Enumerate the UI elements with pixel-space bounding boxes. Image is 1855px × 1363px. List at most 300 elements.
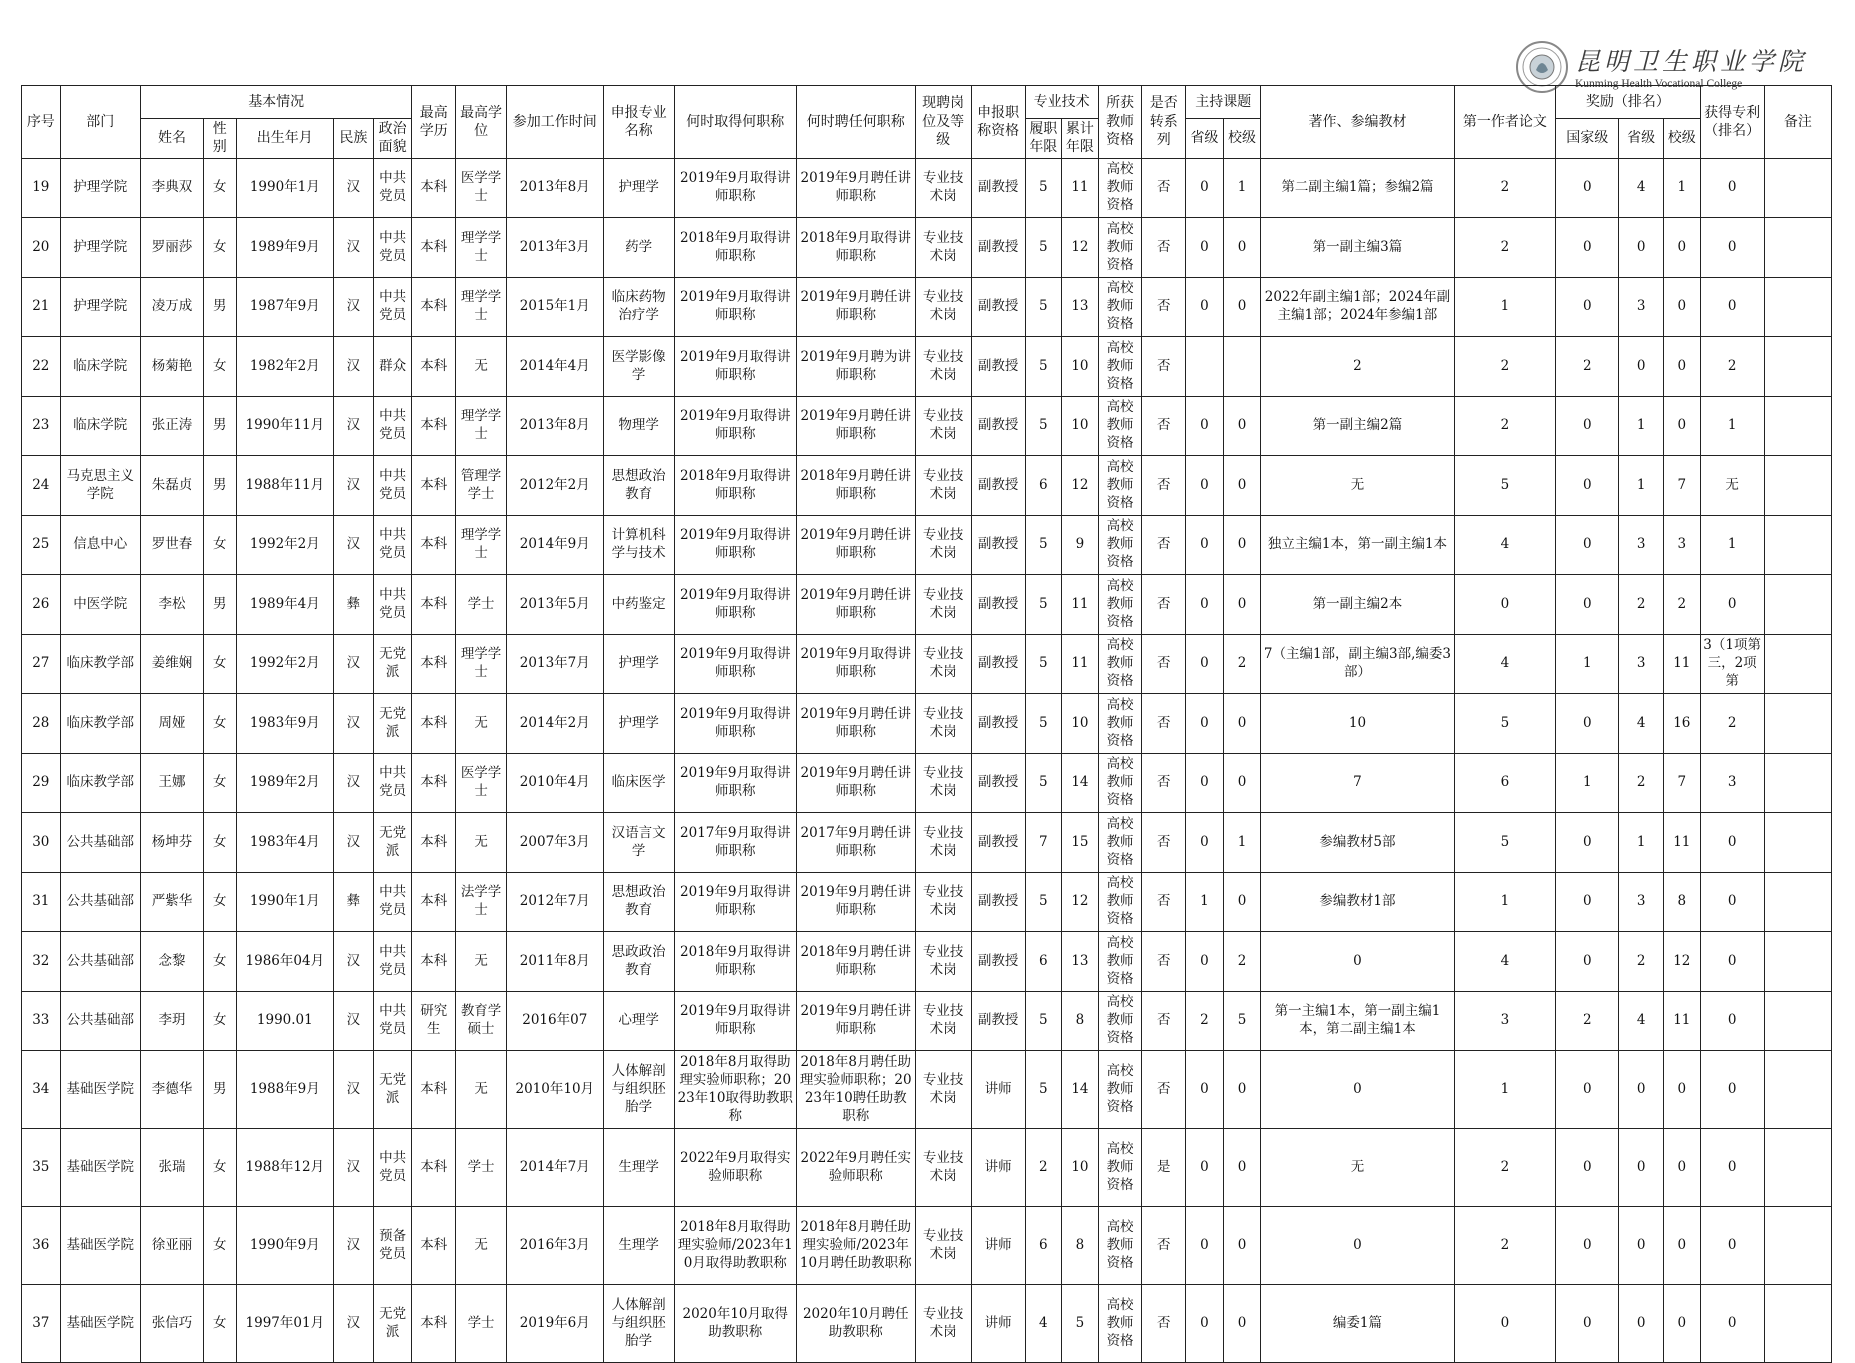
cell-books: 7 <box>1261 753 1454 813</box>
cell-work-start: 2019年6月 <box>506 1285 603 1363</box>
cell-ethnicity: 汉 <box>334 932 374 992</box>
cell-award-prov: 1 <box>1619 813 1664 873</box>
cell-seq: 27 <box>22 634 61 694</box>
cell-dept: 护理学院 <box>60 158 140 218</box>
cell-award-school: 11 <box>1663 813 1700 873</box>
cell-remarks <box>1764 813 1831 873</box>
cell-proj-school: 0 <box>1223 277 1261 337</box>
cell-major: 医学影像学 <box>603 337 674 397</box>
cell-remarks <box>1764 634 1831 694</box>
cell-patents: 0 <box>1700 991 1764 1051</box>
cell-ethnicity: 汉 <box>334 694 374 754</box>
cell-gender: 男 <box>203 277 236 337</box>
cell-teacher-cert: 高校教师资格 <box>1098 1285 1142 1363</box>
cell-award-national: 0 <box>1556 575 1619 635</box>
cell-political: 中共党员 <box>373 1129 412 1207</box>
cell-dept: 临床教学部 <box>60 634 140 694</box>
cell-award-national: 0 <box>1556 218 1619 278</box>
cell-degree: 无 <box>456 694 507 754</box>
table-row <box>22 872 1832 932</box>
cell-transfer: 否 <box>1142 218 1186 278</box>
cell-ethnicity: 汉 <box>334 991 374 1051</box>
cell-ethnicity: 汉 <box>334 813 374 873</box>
cell-proj-school <box>1223 337 1261 397</box>
table-row <box>22 277 1832 337</box>
cell-major: 心理学 <box>603 991 674 1051</box>
cell-seq: 36 <box>22 1207 61 1285</box>
cell-books: 无 <box>1261 1129 1454 1207</box>
cell-papers: 1 <box>1454 277 1556 337</box>
cell-dept: 马克思主义学院 <box>60 456 140 516</box>
cell-books: 第一副主编3篇 <box>1261 218 1454 278</box>
cell-title-get: 2020年10月取得助教职称 <box>674 1285 796 1363</box>
cell-education: 本科 <box>412 1207 456 1285</box>
cell-papers: 4 <box>1454 932 1556 992</box>
col-award-national: 国家级 <box>1556 119 1619 159</box>
cell-work-start: 2016年07 <box>506 991 603 1051</box>
cell-teacher-cert: 高校教师资格 <box>1098 932 1142 992</box>
cell-award-school: 0 <box>1663 1129 1700 1207</box>
cell-education: 本科 <box>412 753 456 813</box>
cell-proj-prov: 0 <box>1186 1129 1224 1207</box>
cell-seq: 32 <box>22 932 61 992</box>
cell-award-national: 0 <box>1556 813 1619 873</box>
cell-ethnicity: 汉 <box>334 1129 374 1207</box>
cell-political: 中共党员 <box>373 932 412 992</box>
cell-major: 人体解剖与组织胚胎学 <box>603 1051 674 1129</box>
cell-proj-prov: 0 <box>1186 575 1224 635</box>
cell-teacher-cert: 高校教师资格 <box>1098 991 1142 1051</box>
cell-papers: 0 <box>1454 1285 1556 1363</box>
cell-award-prov: 1 <box>1619 456 1664 516</box>
cell-title-get: 2019年9月取得讲师职称 <box>674 694 796 754</box>
cell-proj-school: 0 <box>1223 456 1261 516</box>
cell-tech-term: 2 <box>1025 1129 1062 1207</box>
cell-apply: 副教授 <box>971 396 1025 456</box>
cell-education: 本科 <box>412 515 456 575</box>
cell-apply: 讲师 <box>971 1129 1025 1207</box>
cell-political: 中共党员 <box>373 158 412 218</box>
cell-patents: 0 <box>1700 277 1764 337</box>
col-major: 申报专业名称 <box>603 86 674 159</box>
cell-dept: 临床教学部 <box>60 694 140 754</box>
cell-award-prov: 2 <box>1619 932 1664 992</box>
cell-ethnicity: 汉 <box>334 456 374 516</box>
cell-patents: 1 <box>1700 515 1764 575</box>
cell-post: 专业技术岗 <box>915 277 971 337</box>
cell-major: 人体解剖与组织胚胎学 <box>603 1285 674 1363</box>
cell-tech-total: 12 <box>1062 456 1099 516</box>
cell-birth: 1992年2月 <box>236 634 334 694</box>
cell-gender: 男 <box>203 575 236 635</box>
cell-birth: 1987年9月 <box>236 277 334 337</box>
cell-remarks <box>1764 337 1831 397</box>
cell-degree: 学士 <box>456 1285 507 1363</box>
cell-title-get: 2019年9月取得讲师职称 <box>674 634 796 694</box>
cell-patents: 2 <box>1700 694 1764 754</box>
col-degree: 最高学位 <box>456 86 507 159</box>
cell-post: 专业技术岗 <box>915 515 971 575</box>
cell-tech-term: 5 <box>1025 515 1062 575</box>
cell-political: 中共党员 <box>373 575 412 635</box>
cell-proj-school: 0 <box>1223 1285 1261 1363</box>
cell-proj-prov: 0 <box>1186 813 1224 873</box>
cell-post: 专业技术岗 <box>915 456 971 516</box>
cell-birth: 1990.01 <box>236 991 334 1051</box>
cell-name: 王娜 <box>140 753 203 813</box>
cell-name: 张正涛 <box>140 396 203 456</box>
cell-post: 专业技术岗 <box>915 991 971 1051</box>
cell-proj-prov: 0 <box>1186 753 1224 813</box>
cell-title-hire: 2019年9月聘任讲师职称 <box>796 575 915 635</box>
cell-patents: 0 <box>1700 932 1764 992</box>
cell-gender: 女 <box>203 337 236 397</box>
cell-gender: 女 <box>203 1207 236 1285</box>
cell-transfer: 否 <box>1142 1285 1186 1363</box>
cell-tech-term: 5 <box>1025 991 1062 1051</box>
cell-patents: 无 <box>1700 456 1764 516</box>
cell-gender: 女 <box>203 932 236 992</box>
cell-dept: 护理学院 <box>60 218 140 278</box>
cell-title-hire: 2019年9月聘任讲师职称 <box>796 753 915 813</box>
cell-political: 无党派 <box>373 694 412 754</box>
cell-proj-prov: 0 <box>1186 932 1224 992</box>
cell-proj-school: 0 <box>1223 1207 1261 1285</box>
cell-political: 中共党员 <box>373 515 412 575</box>
cell-title-get: 2018年8月取得助理实验师职称；2023年10取得助教职称 <box>674 1051 796 1129</box>
cell-teacher-cert: 高校教师资格 <box>1098 158 1142 218</box>
cell-major: 思政政治教育 <box>603 932 674 992</box>
cell-post: 专业技术岗 <box>915 1285 971 1363</box>
cell-education: 本科 <box>412 694 456 754</box>
cell-birth: 1988年9月 <box>236 1051 334 1129</box>
cell-books: 编委1篇 <box>1261 1285 1454 1363</box>
cell-education: 本科 <box>412 932 456 992</box>
cell-post: 专业技术岗 <box>915 1207 971 1285</box>
cell-birth: 1988年12月 <box>236 1129 334 1207</box>
cell-papers: 5 <box>1454 813 1556 873</box>
cell-major: 护理学 <box>603 158 674 218</box>
cell-gender: 女 <box>203 872 236 932</box>
cell-political: 中共党员 <box>373 277 412 337</box>
cell-apply: 副教授 <box>971 337 1025 397</box>
cell-papers: 1 <box>1454 1051 1556 1129</box>
table-header <box>22 86 1832 159</box>
cell-remarks <box>1764 1129 1831 1207</box>
cell-proj-prov: 0 <box>1186 158 1224 218</box>
cell-title-hire: 2018年8月聘任助理实验师职称；2023年10聘任助教职称 <box>796 1051 915 1129</box>
cell-teacher-cert: 高校教师资格 <box>1098 813 1142 873</box>
cell-work-start: 2013年8月 <box>506 396 603 456</box>
cell-title-get: 2019年9月取得讲师职称 <box>674 158 796 218</box>
cell-books: 无 <box>1261 456 1454 516</box>
cell-name: 凌万成 <box>140 277 203 337</box>
cell-tech-total: 8 <box>1062 991 1099 1051</box>
cell-major: 物理学 <box>603 396 674 456</box>
cell-teacher-cert: 高校教师资格 <box>1098 694 1142 754</box>
cell-title-get: 2018年9月取得讲师职称 <box>674 218 796 278</box>
col-apply: 申报职称资格 <box>971 86 1025 159</box>
cell-tech-term: 4 <box>1025 1285 1062 1363</box>
cell-title-hire: 2019年9月聘任讲师职称 <box>796 515 915 575</box>
cell-remarks <box>1764 1285 1831 1363</box>
cell-gender: 女 <box>203 813 236 873</box>
col-dept: 部门 <box>60 86 140 159</box>
col-title-get: 何时取得何职称 <box>674 86 796 159</box>
cell-papers: 0 <box>1454 575 1556 635</box>
cell-name: 徐亚丽 <box>140 1207 203 1285</box>
cell-award-prov: 1 <box>1619 396 1664 456</box>
cell-work-start: 2013年8月 <box>506 158 603 218</box>
cell-birth: 1992年2月 <box>236 515 334 575</box>
cell-teacher-cert: 高校教师资格 <box>1098 515 1142 575</box>
cell-patents: 1 <box>1700 396 1764 456</box>
cell-ethnicity: 汉 <box>334 1207 374 1285</box>
cell-transfer: 否 <box>1142 337 1186 397</box>
cell-proj-prov: 0 <box>1186 694 1224 754</box>
cell-work-start: 2010年4月 <box>506 753 603 813</box>
cell-title-hire: 2017年9月聘任讲师职称 <box>796 813 915 873</box>
cell-tech-term: 5 <box>1025 634 1062 694</box>
cell-name: 张信巧 <box>140 1285 203 1363</box>
cell-political: 无党派 <box>373 1051 412 1129</box>
cell-proj-school: 0 <box>1223 515 1261 575</box>
cell-award-national: 0 <box>1556 694 1619 754</box>
cell-title-get: 2017年9月取得讲师职称 <box>674 813 796 873</box>
cell-transfer: 否 <box>1142 932 1186 992</box>
cell-work-start: 2010年10月 <box>506 1051 603 1129</box>
cell-teacher-cert: 高校教师资格 <box>1098 575 1142 635</box>
cell-gender: 女 <box>203 515 236 575</box>
cell-transfer: 否 <box>1142 872 1186 932</box>
cell-post: 专业技术岗 <box>915 753 971 813</box>
cell-tech-total: 9 <box>1062 515 1099 575</box>
cell-award-prov: 3 <box>1619 634 1664 694</box>
col-group-awards: 奖励（排名） <box>1556 86 1700 119</box>
col-transfer: 是否转系列 <box>1142 86 1186 159</box>
cell-award-school: 11 <box>1663 991 1700 1051</box>
cell-title-get: 2018年9月取得讲师职称 <box>674 932 796 992</box>
cell-major: 计算机科学与技术 <box>603 515 674 575</box>
cell-tech-total: 14 <box>1062 1051 1099 1129</box>
cell-award-prov: 0 <box>1619 1129 1664 1207</box>
cell-award-national: 1 <box>1556 753 1619 813</box>
table-row <box>22 1129 1832 1207</box>
col-papers: 第一作者论文 <box>1454 86 1556 159</box>
cell-degree: 管理学学士 <box>456 456 507 516</box>
cell-major: 临床药物治疗学 <box>603 277 674 337</box>
cell-major: 药学 <box>603 218 674 278</box>
cell-name: 杨坤芬 <box>140 813 203 873</box>
cell-seq: 35 <box>22 1129 61 1207</box>
cell-birth: 1982年2月 <box>236 337 334 397</box>
table-row <box>22 991 1832 1051</box>
cell-papers: 2 <box>1454 337 1556 397</box>
cell-transfer: 是 <box>1142 1129 1186 1207</box>
cell-political: 预备党员 <box>373 1207 412 1285</box>
cell-tech-term: 5 <box>1025 1051 1062 1129</box>
cell-education: 本科 <box>412 277 456 337</box>
cell-name: 李典双 <box>140 158 203 218</box>
cell-dept: 临床学院 <box>60 337 140 397</box>
cell-political: 中共党员 <box>373 991 412 1051</box>
cell-degree: 医学学士 <box>456 753 507 813</box>
table-row <box>22 694 1832 754</box>
cell-award-school: 0 <box>1663 1207 1700 1285</box>
cell-post: 专业技术岗 <box>915 694 971 754</box>
col-teacher-cert: 所获教师资格 <box>1098 86 1142 159</box>
cell-teacher-cert: 高校教师资格 <box>1098 753 1142 813</box>
cell-education: 本科 <box>412 1129 456 1207</box>
table-row <box>22 1207 1832 1285</box>
cell-apply: 讲师 <box>971 1285 1025 1363</box>
cell-title-get: 2019年9月取得讲师职称 <box>674 575 796 635</box>
cell-dept: 基础医学院 <box>60 1129 140 1207</box>
cell-award-national: 0 <box>1556 456 1619 516</box>
cell-gender: 男 <box>203 456 236 516</box>
cell-award-prov: 0 <box>1619 218 1664 278</box>
cell-degree: 无 <box>456 337 507 397</box>
cell-tech-term: 5 <box>1025 396 1062 456</box>
cell-transfer: 否 <box>1142 991 1186 1051</box>
cell-major: 生理学 <box>603 1207 674 1285</box>
col-remarks: 备注 <box>1764 86 1831 159</box>
cell-award-school: 1 <box>1663 158 1700 218</box>
col-proj-prov: 省级 <box>1186 119 1224 159</box>
cell-major: 护理学 <box>603 694 674 754</box>
cell-award-national: 0 <box>1556 158 1619 218</box>
cell-ethnicity: 汉 <box>334 1285 374 1363</box>
cell-name: 罗世春 <box>140 515 203 575</box>
cell-remarks <box>1764 932 1831 992</box>
col-proj-school: 校级 <box>1223 119 1261 159</box>
cell-birth: 1983年4月 <box>236 813 334 873</box>
cell-title-get: 2018年8月取得助理实验师/2023年10月取得助教职称 <box>674 1207 796 1285</box>
cell-seq: 31 <box>22 872 61 932</box>
col-post: 现聘岗位及等级 <box>915 86 971 159</box>
cell-name: 姜维娴 <box>140 634 203 694</box>
cell-apply: 副教授 <box>971 218 1025 278</box>
cell-tech-total: 10 <box>1062 694 1099 754</box>
cell-gender: 男 <box>203 396 236 456</box>
cell-birth: 1990年9月 <box>236 1207 334 1285</box>
cell-award-prov: 0 <box>1619 337 1664 397</box>
cell-award-prov: 3 <box>1619 515 1664 575</box>
cell-education: 本科 <box>412 158 456 218</box>
cell-political: 群众 <box>373 337 412 397</box>
cell-remarks <box>1764 1207 1831 1285</box>
cell-apply: 讲师 <box>971 1207 1025 1285</box>
cell-dept: 基础医学院 <box>60 1285 140 1363</box>
cell-education: 本科 <box>412 218 456 278</box>
cell-title-hire: 2022年9月聘任实验师职称 <box>796 1129 915 1207</box>
cell-tech-total: 12 <box>1062 872 1099 932</box>
cell-ethnicity: 彝 <box>334 575 374 635</box>
cell-work-start: 2013年7月 <box>506 634 603 694</box>
cell-tech-total: 11 <box>1062 158 1099 218</box>
cell-tech-term: 5 <box>1025 277 1062 337</box>
cell-name: 李玥 <box>140 991 203 1051</box>
cell-gender: 女 <box>203 158 236 218</box>
cell-proj-school: 0 <box>1223 1051 1261 1129</box>
cell-award-national: 0 <box>1556 932 1619 992</box>
cell-books: 参编教材5部 <box>1261 813 1454 873</box>
cell-award-national: 0 <box>1556 277 1619 337</box>
cell-political: 中共党员 <box>373 396 412 456</box>
cell-award-school: 0 <box>1663 218 1700 278</box>
table-row <box>22 515 1832 575</box>
cell-remarks <box>1764 277 1831 337</box>
cell-seq: 20 <box>22 218 61 278</box>
cell-patents: 0 <box>1700 575 1764 635</box>
cell-work-start: 2012年2月 <box>506 456 603 516</box>
cell-award-school: 12 <box>1663 932 1700 992</box>
cell-political: 无党派 <box>373 813 412 873</box>
cell-award-school: 8 <box>1663 872 1700 932</box>
cell-remarks <box>1764 515 1831 575</box>
cell-tech-term: 5 <box>1025 218 1062 278</box>
cell-apply: 副教授 <box>971 813 1025 873</box>
cell-transfer: 否 <box>1142 813 1186 873</box>
header-row-1 <box>22 86 1832 119</box>
cell-proj-prov: 0 <box>1186 218 1224 278</box>
cell-political: 中共党员 <box>373 872 412 932</box>
cell-books: 2 <box>1261 337 1454 397</box>
cell-degree: 学士 <box>456 1129 507 1207</box>
cell-apply: 副教授 <box>971 753 1025 813</box>
cell-work-start: 2014年4月 <box>506 337 603 397</box>
cell-post: 专业技术岗 <box>915 337 971 397</box>
cell-post: 专业技术岗 <box>915 396 971 456</box>
cell-papers: 3 <box>1454 991 1556 1051</box>
cell-political: 无党派 <box>373 1285 412 1363</box>
cell-apply: 副教授 <box>971 694 1025 754</box>
cell-remarks <box>1764 158 1831 218</box>
cell-education: 本科 <box>412 337 456 397</box>
table-row <box>22 575 1832 635</box>
col-books: 著作、参编教材 <box>1261 86 1454 159</box>
cell-award-school: 3 <box>1663 515 1700 575</box>
cell-title-hire: 2019年9月聘任讲师职称 <box>796 277 915 337</box>
cell-ethnicity: 汉 <box>334 277 374 337</box>
cell-birth: 1988年11月 <box>236 456 334 516</box>
cell-remarks <box>1764 218 1831 278</box>
cell-seq: 26 <box>22 575 61 635</box>
cell-papers: 5 <box>1454 456 1556 516</box>
cell-award-national: 1 <box>1556 634 1619 694</box>
cell-post: 专业技术岗 <box>915 634 971 694</box>
cell-tech-total: 5 <box>1062 1285 1099 1363</box>
cell-award-national: 0 <box>1556 872 1619 932</box>
cell-work-start: 2007年3月 <box>506 813 603 873</box>
cell-degree: 法学学士 <box>456 872 507 932</box>
cell-proj-school: 0 <box>1223 872 1261 932</box>
cell-post: 专业技术岗 <box>915 218 971 278</box>
cell-award-prov: 0 <box>1619 1207 1664 1285</box>
cell-seq: 28 <box>22 694 61 754</box>
cell-seq: 22 <box>22 337 61 397</box>
cell-birth: 1983年9月 <box>236 694 334 754</box>
cell-teacher-cert: 高校教师资格 <box>1098 337 1142 397</box>
cell-dept: 临床教学部 <box>60 753 140 813</box>
cell-political: 中共党员 <box>373 218 412 278</box>
col-work-start: 参加工作时间 <box>506 86 603 159</box>
cell-work-start: 2013年3月 <box>506 218 603 278</box>
cell-patents: 3（1项第三，2项第 <box>1700 634 1764 694</box>
cell-proj-school: 1 <box>1223 813 1261 873</box>
cell-proj-prov: 0 <box>1186 1051 1224 1129</box>
cell-dept: 公共基础部 <box>60 932 140 992</box>
